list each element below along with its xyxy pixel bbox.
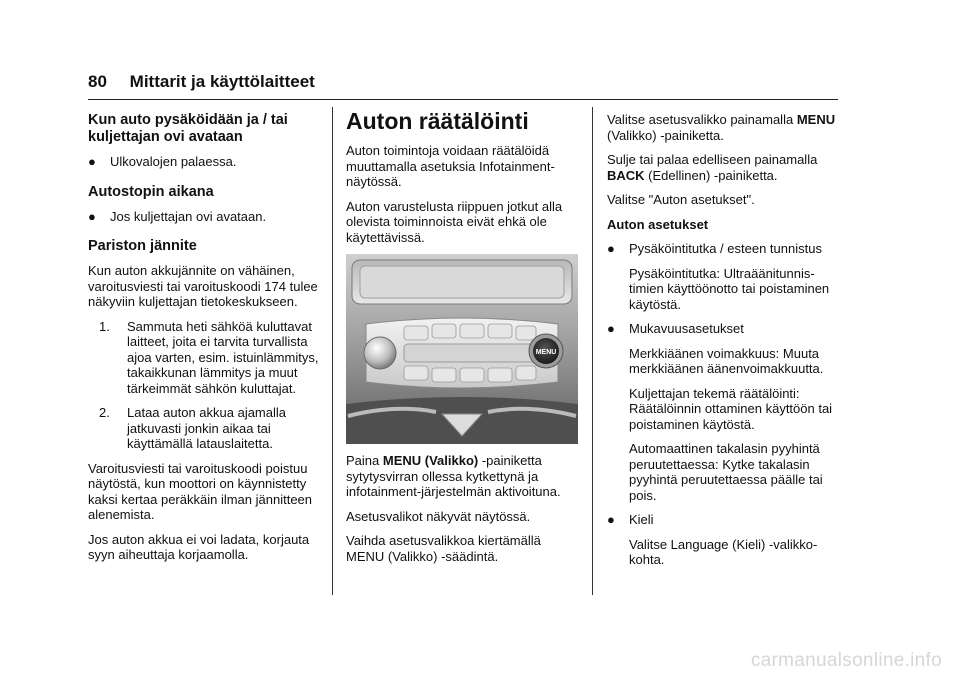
- text-run: Paina: [346, 453, 383, 468]
- item-number: 1.: [99, 318, 110, 334]
- item-text: Sammuta heti sähköä kuluttavat laitteet, joita ei tarvita turvallista ajoa varten, esim. istuinlämmitys, takaikkunan lämmitys ja muut tärkeimmät sähkön kuluttajat.: [127, 318, 319, 396]
- bullet-text: Pysäköintitutka / esteen tunnistus: [629, 241, 822, 256]
- paragraph: [607, 112, 842, 143]
- sub-paragraph: Merkkiäänen voimakkuus: Muuta merkkiäänen äänenvoimakkuutta.: [629, 345, 824, 376]
- infotainment-control-figure: [346, 254, 578, 444]
- paragraph: Kun auton akkujännite on vähäinen, varoitusviesti tai varoituskoodi 174 tulee näkyviin kuljettajan tietokeskukseen.: [88, 263, 318, 309]
- bullet-icon: ●: [607, 512, 615, 527]
- numbered-item: [99, 405, 320, 452]
- page-header: [88, 72, 315, 92]
- header-rule: [88, 99, 838, 100]
- paragraph: Auton toimintoja voidaan räätälöidä muuttamalla asetuksia Infotainment-näytössä.: [346, 143, 555, 189]
- text-run: (Edellinen) -painiketta.: [644, 167, 778, 183]
- text-run: (Valikko) -painiketta.: [607, 127, 724, 143]
- sub-paragraph: Valitse Language (Kieli) -valikkokohta.: [629, 536, 818, 567]
- paragraph: Asetusvalikot näkyvät näytössä.: [346, 508, 531, 524]
- numbered-item: [99, 319, 320, 397]
- bullet-item: [88, 209, 320, 225]
- section-title: Auton räätälöinti: [346, 108, 529, 134]
- bullet-item: [607, 321, 842, 337]
- bullet-icon: ●: [607, 321, 615, 336]
- page-number: 80: [88, 72, 107, 91]
- column-divider: [332, 107, 333, 595]
- paragraph: Jos auton akkua ei voi ladata, korjauta syyn aiheuttaja korjaamolla.: [88, 531, 310, 562]
- column-right: [607, 112, 842, 577]
- paragraph: Vaihda asetusvalikkoa kiertämällä MENU (Valikko) -säädintä.: [346, 533, 541, 564]
- subheading: Auton asetukset: [607, 216, 709, 232]
- sub-paragraph: Pysäköintitutka: Ultraäänitunnistimien käyttöönotto tai poistaminen käytöstä.: [629, 265, 830, 312]
- text-run: -painiketta sytytysvirran ollessa kytkettynä ja infotainment-järjestelmän aktivoituna.: [346, 453, 561, 499]
- paragraph: [607, 152, 842, 183]
- volume-knob: [364, 337, 396, 369]
- item-text: Lataa auton akkua ajamalla jatkuvasti jonkin aikaa tai käyttämällä latauslaitetta.: [127, 405, 287, 451]
- item-number: 2.: [99, 405, 110, 420]
- column-left: [88, 112, 320, 572]
- section-heading: Pariston jännite: [88, 238, 197, 254]
- column-middle: [346, 108, 582, 573]
- paragraph: Auton varustelusta riippuen jotkut alla olevista toiminnoista eivät ehkä ole käytettävissä.: [346, 198, 563, 245]
- sub-paragraph: Automaattinen takalasin pyyhintä peruutettaessa: Kytke takalasin pyyhintä peruutettaessa päälle tai pois.: [629, 441, 823, 503]
- bullet-text: Mukavuusasetukset: [629, 321, 744, 336]
- sub-paragraph: Kuljettajan tekemä räätälöinti: Räätälöinnin ottaminen käyttöön tai poistaminen käytöstä.: [629, 385, 833, 432]
- bold-text: MENU: [796, 112, 836, 127]
- bullet-item: [88, 154, 320, 170]
- paragraph: Valitse "Auton asetukset".: [607, 192, 755, 207]
- paragraph: [346, 453, 582, 500]
- bullet-text: Ulkovalojen palaessa.: [110, 154, 237, 169]
- bold-text: BACK: [607, 167, 645, 183]
- section-heading: Kun auto pysäköidään ja / tai kuljettajan ovi avataan: [88, 112, 288, 145]
- watermark: carmanualsonline.info: [750, 650, 942, 671]
- display-glass: [360, 266, 564, 298]
- bullet-icon: ●: [88, 208, 96, 224]
- bullet-icon: ●: [88, 154, 96, 169]
- column-divider: [592, 107, 593, 595]
- bullet-item: [607, 241, 842, 257]
- bullet-text: Kieli: [629, 512, 654, 527]
- section-heading: Autostopin aikana: [88, 183, 214, 200]
- text-run: Valitse asetusvalikko painamalla: [607, 112, 797, 127]
- bold-text: MENU (Valikko): [382, 453, 479, 468]
- text-run: Sulje tai palaa edelliseen painamalla: [607, 152, 818, 167]
- page-title: Mittarit ja käyttölaitteet: [129, 72, 315, 91]
- menu-knob-label: MENU: [535, 349, 557, 356]
- bullet-item: [607, 512, 842, 528]
- paragraph: Varoitusviesti tai varoituskoodi poistuu näytöstä, kun moottori on käynnistetty kaksi kertaa peräkkäin ilman jännitteen alenemista.: [88, 460, 313, 522]
- bullet-icon: ●: [607, 241, 615, 256]
- center-strip: [404, 344, 536, 362]
- bullet-text: Jos kuljettajan ovi avataan.: [110, 208, 267, 224]
